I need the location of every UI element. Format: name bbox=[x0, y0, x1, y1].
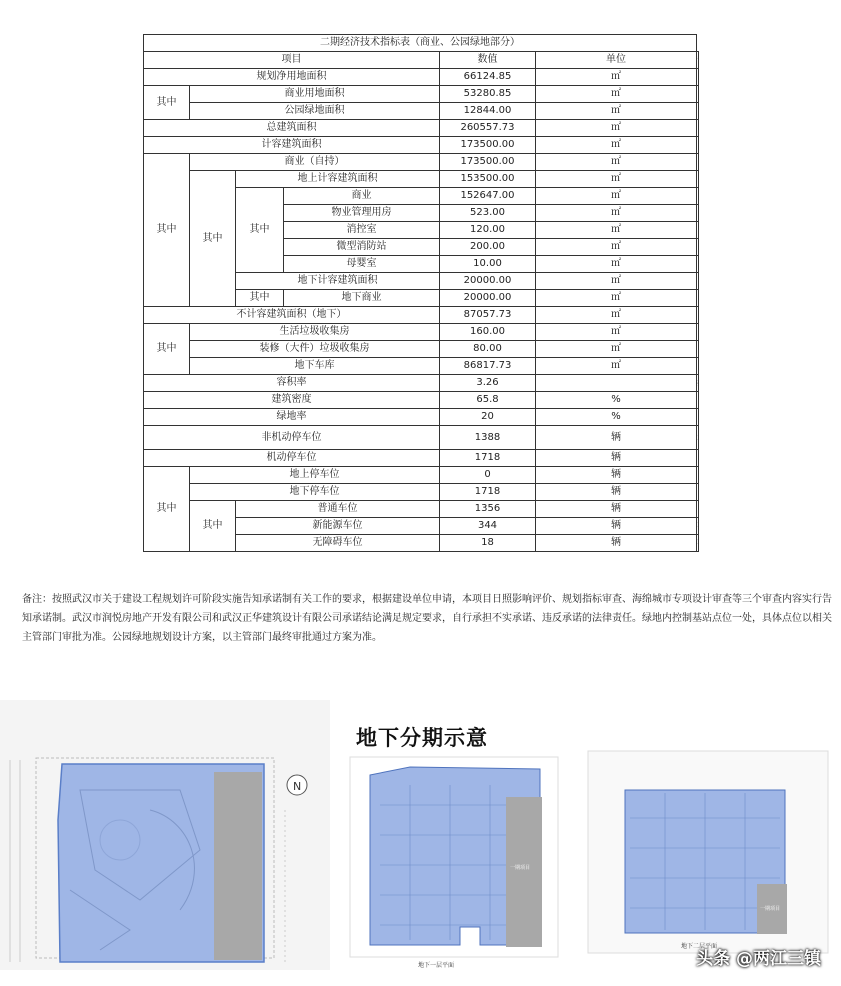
table-cell: 地上计容建筑面积 bbox=[236, 171, 440, 188]
table-cell: ㎡ bbox=[536, 239, 697, 256]
table-cell: 173500.00 bbox=[440, 137, 536, 154]
table-cell: 新能源车位 bbox=[236, 518, 440, 535]
table-row bbox=[144, 392, 699, 409]
table-row bbox=[144, 307, 699, 324]
table-cell: 1356 bbox=[440, 501, 536, 518]
table-cell: 其中 bbox=[190, 171, 236, 307]
table-cell: ㎡ bbox=[536, 188, 697, 205]
basement-1-plan bbox=[340, 745, 580, 970]
table-row bbox=[144, 409, 699, 426]
b1-existing-label: 一期项目 bbox=[510, 865, 531, 871]
watermark: 头条 @两江三镇 bbox=[696, 949, 821, 969]
remark-text: 备注：按照武汉市关于建设工程规划许可阶段实施告知承诺制有关工作的要求，根据建设单位申请，本项目日照影响评价、规划指标审查、海绵城市专项设计审查等三个审查内容实行告知承诺制。武汉市润悦房地产开发有限公司和武汉正华建筑设计有限公司承诺结论满足规定要求，自行承担不实承诺、违反承诺的法律责任。绿地内控制基站点位一处，具体点位以相关主管部门审批为准。公园绿地规划设计方案，以主管部门最终审批通过方案为准。 bbox=[22, 594, 832, 643]
table-cell bbox=[697, 518, 699, 535]
table-cell: 344 bbox=[440, 518, 536, 535]
table-cell bbox=[697, 375, 699, 392]
table-cell: 地下车库 bbox=[190, 358, 440, 375]
table-cell: ㎡ bbox=[536, 154, 697, 171]
table-cell: ㎡ bbox=[536, 69, 697, 86]
b2-plan-label: 地下二层平面 bbox=[681, 943, 718, 950]
table-title: 二期经济技术指标表（商业、公园绿地部分） bbox=[144, 35, 697, 52]
table-cell: 20 bbox=[440, 409, 536, 426]
table-cell: 0 bbox=[440, 467, 536, 484]
table-row bbox=[144, 154, 699, 171]
header-value: 数值 bbox=[440, 52, 536, 69]
table-cell bbox=[697, 535, 699, 552]
table-cell: 物业管理用房 bbox=[284, 205, 440, 222]
table-cell: 其中 bbox=[144, 154, 190, 307]
table-cell bbox=[697, 273, 699, 290]
table-cell: 120.00 bbox=[440, 222, 536, 239]
table-cell: 公园绿地面积 bbox=[190, 103, 440, 120]
table-cell: 辆 bbox=[536, 484, 697, 501]
b1-existing-block bbox=[506, 797, 542, 947]
phase-one-block bbox=[214, 772, 262, 960]
table-cell: 辆 bbox=[536, 535, 697, 552]
table-row bbox=[144, 358, 699, 375]
table-cell: 87057.73 bbox=[440, 307, 536, 324]
table-cell bbox=[697, 86, 699, 103]
table-cell: 523.00 bbox=[440, 205, 536, 222]
table-cell bbox=[697, 426, 699, 450]
underground-phase-panel bbox=[330, 700, 841, 970]
table-cell: 12844.00 bbox=[440, 103, 536, 120]
basement-2-plan bbox=[585, 748, 835, 958]
table-cell bbox=[536, 375, 697, 392]
table-cell bbox=[697, 392, 699, 409]
table-cell: 65.8 bbox=[440, 392, 536, 409]
table-cell: ㎡ bbox=[536, 171, 697, 188]
table-cell: ㎡ bbox=[536, 341, 697, 358]
table-cell: 80.00 bbox=[440, 341, 536, 358]
header-item: 项目 bbox=[144, 52, 440, 69]
table-cell: ㎡ bbox=[536, 222, 697, 239]
table-cell bbox=[697, 341, 699, 358]
table-cell: 辆 bbox=[536, 426, 697, 450]
table-cell: 商业（自持） bbox=[190, 154, 440, 171]
table-row bbox=[144, 341, 699, 358]
table-cell: 1388 bbox=[440, 426, 536, 450]
table-cell: 86817.73 bbox=[440, 358, 536, 375]
table-cell: ㎡ bbox=[536, 205, 697, 222]
table-row bbox=[144, 324, 699, 341]
underground-title: 地下分期示意 bbox=[356, 726, 488, 750]
table-cell: 地下停车位 bbox=[190, 484, 440, 501]
table-row bbox=[144, 120, 699, 137]
table-cell: 地下计容建筑面积 bbox=[236, 273, 440, 290]
table-row bbox=[144, 375, 699, 392]
table-cell: ㎡ bbox=[536, 86, 697, 103]
table-cell bbox=[697, 239, 699, 256]
table-cell: 辆 bbox=[536, 450, 697, 467]
table-cell: 3.26 bbox=[440, 375, 536, 392]
table-cell bbox=[697, 137, 699, 154]
header-remark bbox=[697, 52, 699, 69]
table-cell: 微型消防站 bbox=[284, 239, 440, 256]
table-cell: ㎡ bbox=[536, 120, 697, 137]
table-cell: 20000.00 bbox=[440, 290, 536, 307]
table-cell bbox=[697, 409, 699, 426]
table-cell: 200.00 bbox=[440, 239, 536, 256]
table-cell: 173500.00 bbox=[440, 154, 536, 171]
table-cell: 辆 bbox=[536, 467, 697, 484]
table-cell: 非机动停车位 bbox=[144, 426, 440, 450]
table-cell: 其中 bbox=[144, 324, 190, 375]
table-cell: 1718 bbox=[440, 484, 536, 501]
table-cell: 普通车位 bbox=[236, 501, 440, 518]
table-cell bbox=[697, 450, 699, 467]
table-cell: 商业 bbox=[284, 188, 440, 205]
table-cell bbox=[697, 120, 699, 137]
table-cell: 153500.00 bbox=[440, 171, 536, 188]
table-row bbox=[144, 450, 699, 467]
table-cell: % bbox=[536, 409, 697, 426]
table-cell bbox=[697, 467, 699, 484]
table-cell: 其中 bbox=[144, 86, 190, 120]
table-cell: 260557.73 bbox=[440, 120, 536, 137]
table-cell: 机动停车位 bbox=[144, 450, 440, 467]
table-cell bbox=[697, 324, 699, 341]
above-ground-site-plan bbox=[0, 700, 330, 970]
table-cell: 辆 bbox=[536, 501, 697, 518]
table-cell bbox=[697, 222, 699, 239]
table-cell bbox=[697, 171, 699, 188]
table-cell bbox=[697, 256, 699, 273]
table-cell: 生活垃圾收集房 bbox=[190, 324, 440, 341]
header-unit: 单位 bbox=[536, 52, 697, 69]
table-cell: 160.00 bbox=[440, 324, 536, 341]
table-cell: 53280.85 bbox=[440, 86, 536, 103]
table-cell: ㎡ bbox=[536, 324, 697, 341]
table-cell: ㎡ bbox=[536, 103, 697, 120]
table-cell bbox=[697, 188, 699, 205]
table-header-row bbox=[144, 52, 699, 69]
table-cell: 无障碍车位 bbox=[236, 535, 440, 552]
table-row bbox=[144, 171, 699, 188]
table-cell bbox=[697, 484, 699, 501]
table-cell: ㎡ bbox=[536, 290, 697, 307]
table-cell: 地下商业 bbox=[284, 290, 440, 307]
table-cell: ㎡ bbox=[536, 307, 697, 324]
table-cell bbox=[697, 290, 699, 307]
table-cell: 容积率 bbox=[144, 375, 440, 392]
table-cell: 其中 bbox=[236, 188, 284, 273]
b2-existing-label: 一期项目 bbox=[760, 906, 781, 912]
table-cell: 计容建筑面积 bbox=[144, 137, 440, 154]
table-row bbox=[144, 69, 699, 86]
table-row bbox=[144, 426, 699, 450]
table-cell: 1718 bbox=[440, 450, 536, 467]
table-cell bbox=[697, 154, 699, 171]
table-cell: 152647.00 bbox=[440, 188, 536, 205]
north-label: N bbox=[293, 780, 302, 793]
table-cell: 装修（大件）垃圾收集房 bbox=[190, 341, 440, 358]
table-cell: 其中 bbox=[144, 467, 190, 552]
table-cell: 不计容建筑面积（地下） bbox=[144, 307, 440, 324]
table-cell: 绿地率 bbox=[144, 409, 440, 426]
table-cell: 其中 bbox=[190, 501, 236, 552]
table-cell: 建筑密度 bbox=[144, 392, 440, 409]
table-cell: 18 bbox=[440, 535, 536, 552]
table-cell: 20000.00 bbox=[440, 273, 536, 290]
indicator-table bbox=[143, 34, 699, 552]
table-cell: 辆 bbox=[536, 518, 697, 535]
table-cell: 地上停车位 bbox=[190, 467, 440, 484]
table-cell bbox=[697, 205, 699, 222]
table-cell: ㎡ bbox=[536, 256, 697, 273]
table-cell: 66124.85 bbox=[440, 69, 536, 86]
table-row bbox=[144, 484, 699, 501]
table-cell bbox=[697, 103, 699, 120]
table-cell: ㎡ bbox=[536, 358, 697, 375]
table-row bbox=[144, 86, 699, 103]
table-cell: 10.00 bbox=[440, 256, 536, 273]
table-cell bbox=[697, 501, 699, 518]
table-cell: 商业用地面积 bbox=[190, 86, 440, 103]
table-cell: ㎡ bbox=[536, 137, 697, 154]
table-cell: % bbox=[536, 392, 697, 409]
table-row bbox=[144, 501, 699, 518]
above-ground-phase-panel bbox=[0, 700, 330, 970]
remark-paragraph bbox=[22, 590, 834, 647]
table-row bbox=[144, 467, 699, 484]
table-cell: ㎡ bbox=[536, 273, 697, 290]
table-cell bbox=[697, 69, 699, 86]
table-row bbox=[144, 137, 699, 154]
table-cell: 其中 bbox=[236, 290, 284, 307]
b1-plan-label: 地下一层平面 bbox=[418, 962, 455, 969]
table-row bbox=[144, 103, 699, 120]
table-cell: 消控室 bbox=[284, 222, 440, 239]
table-cell bbox=[697, 307, 699, 324]
table-cell: 母婴室 bbox=[284, 256, 440, 273]
table-cell bbox=[697, 358, 699, 375]
table-cell: 规划净用地面积 bbox=[144, 69, 440, 86]
table-cell: 总建筑面积 bbox=[144, 120, 440, 137]
